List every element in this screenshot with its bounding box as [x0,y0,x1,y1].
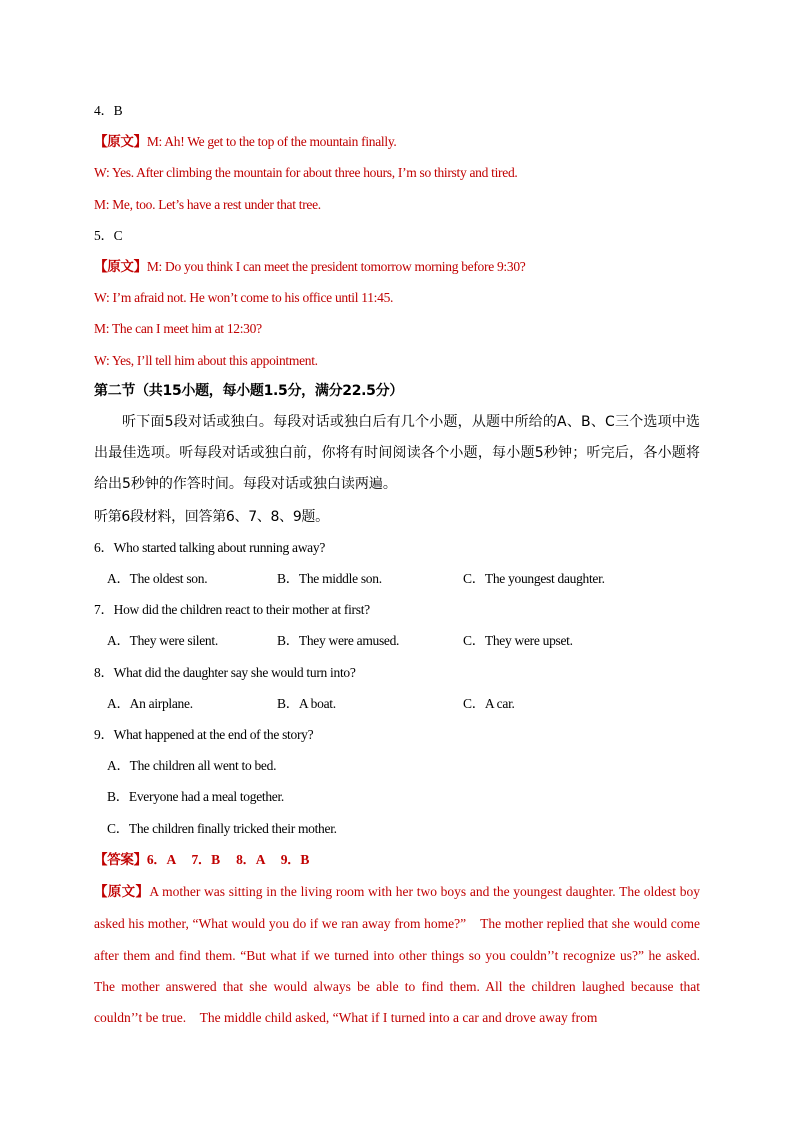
q6-option-c: C．The youngest daughter. [463,571,605,586]
q5-transcript-line4: W: Yes, I’ll tell him about this appointment. [94,353,318,368]
q9-option-a: A．The children all went to bed. [107,758,277,773]
q6-option-a: A．The oldest son. [107,571,208,586]
q5-transcript-line3: M: The can I meet him at 12:30? [94,321,262,336]
q4-answer: 4．B [94,103,123,118]
q5-transcript-line1 [94,259,525,275]
q8-option-a: A．An airplane. [107,696,193,711]
q5-line1-text: M: Do you think I can meet the president tomorrow morning before 9:30? [146,259,526,274]
transcript-passage [94,876,700,1033]
q7-option-c: C．They were upset. [463,633,573,648]
q8-option-c: C．A car. [463,696,515,711]
q7-option-a: A．They were silent. [107,633,218,648]
answers-text: 6．A 7．B 8．A 9．B [146,852,310,867]
q9-option-c: C．The children finally tricked their mother. [107,821,337,836]
q4-transcript-line3: M: Me, too. Let’s have a rest under that tree. [94,197,321,212]
q6-stem: 6．Who started talking about running away? [94,540,326,555]
q7-stem: 7．How did the children react to their mother at first? [94,602,370,617]
q8-option-b: B．A boat. [277,696,336,711]
answers-line [94,852,309,868]
passage-tag: 【原文】 [94,884,150,900]
q4-transcript-line2: W: Yes. After climbing the mountain for about three hours, I’m so thirsty and tired. [94,165,518,180]
answers-tag: 【答案】 [94,852,147,868]
q8-stem: 8．What did the daughter say she would turn into? [94,665,356,680]
q5-transcript-line2: W: I’m afraid not. He won’t come to his office until 11:45. [94,290,394,305]
q9-option-b: B．Everyone had a meal together. [107,789,285,804]
section2-instructions: 听下面5段对话或独白。每段对话或独白后有几个小题，从题中所给的A、B、C三个选项中选出最佳选项。听每段对话或独白前，你将有时间阅读各个小题，每小题5秒钟；听完后，各小题将给出5秒钟的作答时间。每段对话或独白读两遍。 [94,414,700,492]
q5-answer: 5．C [94,228,123,243]
passage-text: A mother was sitting in the living room with her two boys and the youngest daughter. The oldest boy asked his mother, “What would you do if we ran away from home?” The mother replied that she would come after them and find them. “But what if we turned into other things so you couldn’’t recognize us?” he asked. The mother answered that she would always be able to find them. All the children laughed because that couldn’’t be true. The middle child asked, “What if I turned into a car and drove away from [94,884,701,1026]
section2-heading: 第二节（共15小题，每小题1.5分，满分22.5分） [94,383,404,399]
transcript-tag: 【原文】 [94,134,147,150]
material-intro: 听第6段材料，回答第6、7、8、9题。 [94,509,329,525]
q7-option-b: B．They were amused. [277,633,400,648]
q4-line1-text: M: Ah! We get to the top of the mountain finally. [146,134,397,149]
q9-stem: 9．What happened at the end of the story? [94,727,314,742]
transcript-tag: 【原文】 [94,259,147,275]
q6-option-b: B．The middle son. [277,571,382,586]
q4-transcript-line1 [94,134,396,150]
